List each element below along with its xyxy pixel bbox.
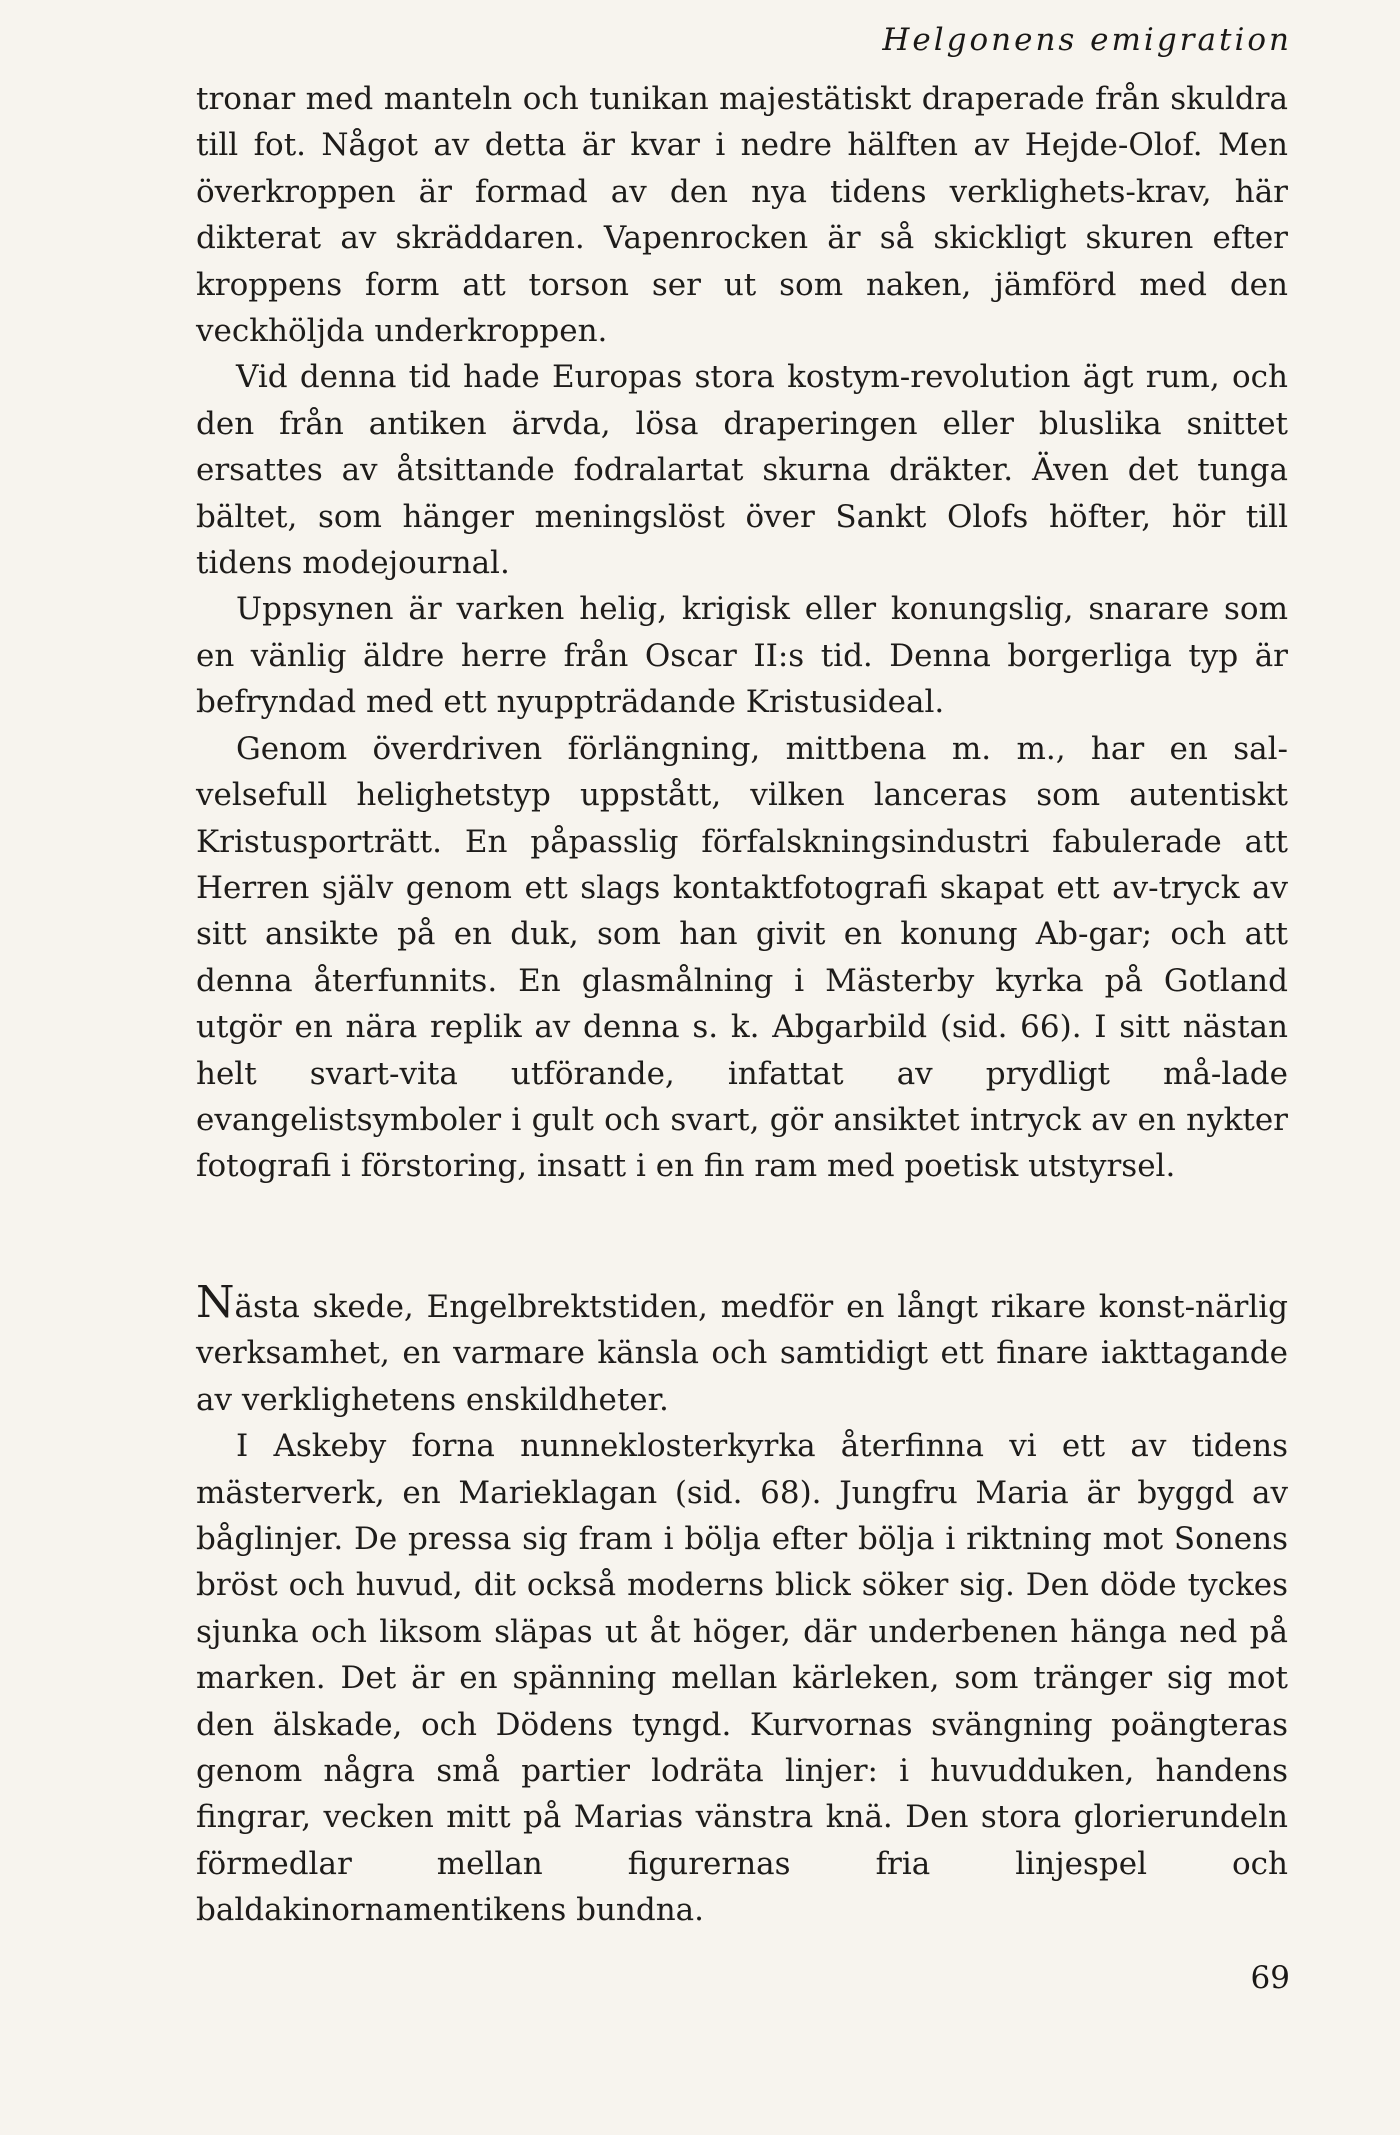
paragraph-4: Genom överdriven förlängning, mittbena m. m., har en sal-velsefull helighetstyp uppstått, vilken lanceras som autentiskt Kristusporträtt. En påpasslig förfalskningsindustri fabulerade att Herren själv genom ett slags kontaktfotografi skapat ett av-tryck av sitt ansikte på en duk, som han givit en konung Ab-gar; och att denna återfunnits. En glasmålning i Mästerby kyrka på Gotland utgör en nära replik av denna s. k. Abgarbild (sid. 66). I sitt nästan helt svart-vita utförande, infattat av prydligt må-lade evangelistsymboler i gult och svart, gör ansiktet intryck av en nykter fotografi i förstoring, insatt i en fin ram med poetisk utstyrsel. — [196, 730, 1288, 1185]
text-section-1 — [196, 76, 1288, 1190]
running-head: Helgonens emigration — [882, 22, 1292, 58]
page-number: 69 — [1250, 1960, 1290, 1996]
paragraph-3: Uppsynen är varken helig, krigisk eller konungslig, snarare som en vänlig äldre herre från Oscar II:s tid. Denna borgerliga typ är befryndad med ett nyuppträdande Kristusideal. — [196, 591, 1288, 721]
paragraph-6: I Askeby forna nunneklosterkyrka återfinna vi ett av tidens mästerverk, en Marieklagan (sid. 68). Jungfru Maria är byggd av båglinjer. De pressa sig fram i bölja efter bölja i riktning mot Sonens bröst och huvud, dit också moderns blick söker sig. Den döde tyckes sjunka och liksom släpas ut åt höger, där underbenen hänga ned på marken. Det är en spänning mellan kärleken, som tränger sig mot den älskade, och Dödens tyngd. Kurvornas svängning poängteras genom några små partier lodräta linjer: i huvudduken, handens fingrar, vecken mitt på Marias vänstra knä. Den stora glorierundeln förmedlar mellan figurernas fria linjespel och baldakinornamentikens bundna. — [196, 1428, 1288, 1929]
paragraph-2: Vid denna tid hade Europas stora kostym-revolution ägt rum, och den från antiken ärvda, lösa draperingen eller bluslika snittet ersattes av åtsittande fodralartat skurna dräkter. Även det tunga bältet, som hänger meningslöst över Sankt Olofs höfter, hör till tidens modejournal. — [196, 359, 1288, 582]
text-section-2 — [196, 1277, 1288, 1934]
paragraph-1: tronar med manteln och tunikan majestätiskt draperade från skuldra till fot. Något av detta är kvar i nedre hälften av Hejde-Olof. Men överkroppen är formad av den nya tidens verklighets-krav, här dikterat av skräddaren. Vapenrocken är så skickligt skuren efter kroppens form att torson ser ut som naken, jämförd med den veckhöljda underkroppen. — [196, 81, 1288, 350]
paragraph-5: Nästa skede, Engelbrektstiden, medför en långt rikare konst-närlig verksamhet, en varmare känsla och samtidigt ett finare iakttagande av verklighetens enskildheter. — [196, 1277, 1288, 1418]
